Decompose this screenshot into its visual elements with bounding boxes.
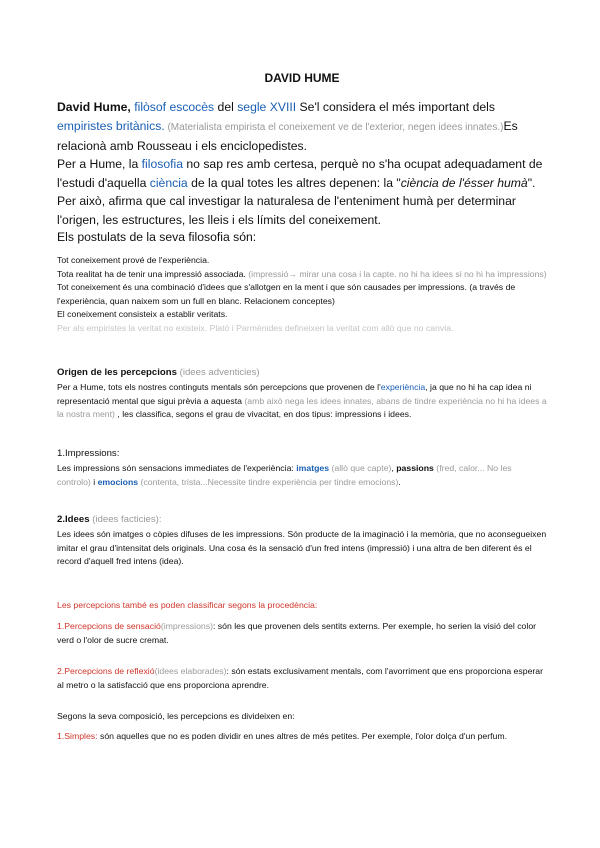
postulate-4: El coneixement consisteix a establir veritats. [57, 309, 228, 320]
ideas-heading: 2.Idees (idees facticies): [57, 514, 162, 525]
document-title: DAVID HUME [264, 71, 340, 85]
human-science: ciència de l'ésser humà [400, 175, 528, 190]
postulate-3: Tot coneixement és una combinació d'idees que s'allotgen en la ment i que són causades per impressions. (a través de l'experiència, quan naixem som un full en blanc. Relacionem conceptes) [57, 282, 516, 306]
classification-heading: Les percepcions també es poden classificar segons la procedència: [57, 600, 318, 610]
postulates-list [57, 254, 547, 336]
imatges-link[interactable]: imatges [296, 463, 330, 473]
postulate-1: Tot coneixement prové de l'experiència. [57, 255, 210, 265]
composition-heading: Segons la seva composició, les percepcions es divideixen en: [57, 711, 295, 721]
intro-paragraph: David Hume, filòsof escocès del segle XVIII Se'l considera el més important dels empiristes britànics. (Materialista empirista el coneixement ve de l'exterior, negen idees innates.)Es relacionà amb Rousseau i els enciclopedistes. [57, 100, 518, 153]
name: David Hume, [57, 100, 131, 114]
philosophy-paragraph: Per a Hume, la filosofia no sap res amb certesa, perquè no s'ha ocupat adequadament de l'estudi d'aquella ciència de la qual totes les altres depenen: la "ciència de l'ésser humà". Per això, afirma que cal investigar la naturalesa de l'enteniment humà per determinar l'origen, les estructures, les lleis i els límits del coneixement. [57, 157, 543, 227]
philosophy-link[interactable]: filosofia [141, 157, 183, 171]
impressions-heading: 1.Impressions: [57, 448, 120, 459]
postulate-5: Per als empiristes la veritat no existeix. Plató i Parmènides defineixen la veritat com allò que no canvia. [57, 322, 454, 333]
science-link[interactable]: ciència [149, 175, 188, 190]
ideas-paragraph: Les idees són imatges o còpies difuses de les impressions. Són producte de la imaginació i la memòria, que no aconsegueixen imitar el grau d'intensitat dels originals. Una cosa és la sensació d'un fred intens (impressió) i una altra de ben diferent és el record d'aquell fred intens (idea). [57, 529, 547, 567]
origin-paragraph: Per a Hume, tots els nostres continguts mentals són percepcions que provenen de l'experiència, ja que no hi ha cap idea ni representació mental que sigui prèvia a aquesta (amb això nega les idees innates, abans de tindre experiència no hi ha idees a la nostra ment) , les classifica, segons el grau de vivacitat, en dos tipus: impressions i idees. [57, 382, 547, 420]
related-text: Es relacionà amb Rousseau i els enciclopedistes. [57, 118, 518, 153]
century-link[interactable]: segle XVIII [237, 100, 297, 114]
postulate-2: Tota realitat ha de tenir una impressió associada. (impressió→ mirar una cosa i la capte. no hi ha idees si no hi ha impressions) [57, 268, 547, 279]
postulates-heading: Els postulats de la seva filosofia són: [57, 230, 257, 244]
simple-paragraph: 1.Simples: són aquelles que no es poden dividir en unes altres de més petites. Per exemple, l'olor dolça d'un perfum. [57, 731, 508, 741]
empiricists-link[interactable]: empiristes britànics. [57, 118, 165, 133]
materialist-note: (Materialista empirista el coneixement ve de l'exterior, negen idees innates.) [164, 121, 504, 133]
reflection-paragraph: 2.Percepcions de reflexió(idees elaborades): són estats exclusivament mentals, com l'avorriment que ens proporciona esperar al metro o la satisfacció que ens proporciona aprendre. [57, 666, 544, 690]
origin-heading: Origen de les percepcions (idees adventicies) [57, 367, 260, 378]
philosopher-link[interactable]: filòsof escocès [134, 100, 215, 114]
impressions-paragraph: Les impressions són sensacions immediates de l'experiència: imatges (allò que capte), passions (fred, calor... No les controlo) i emocions (contenta, trista...Necessite tindre experiència per tindre emocions). [57, 463, 512, 487]
emocions-link[interactable]: emocions [97, 476, 139, 487]
experience-link[interactable]: experiència [380, 382, 426, 392]
sensation-paragraph: 1.Percepcions de sensació(impressions): són les que provenen dels sentits externs. Per exemple, ho serien la visió del color verd o l'olor de sucre cremat. [57, 621, 537, 645]
